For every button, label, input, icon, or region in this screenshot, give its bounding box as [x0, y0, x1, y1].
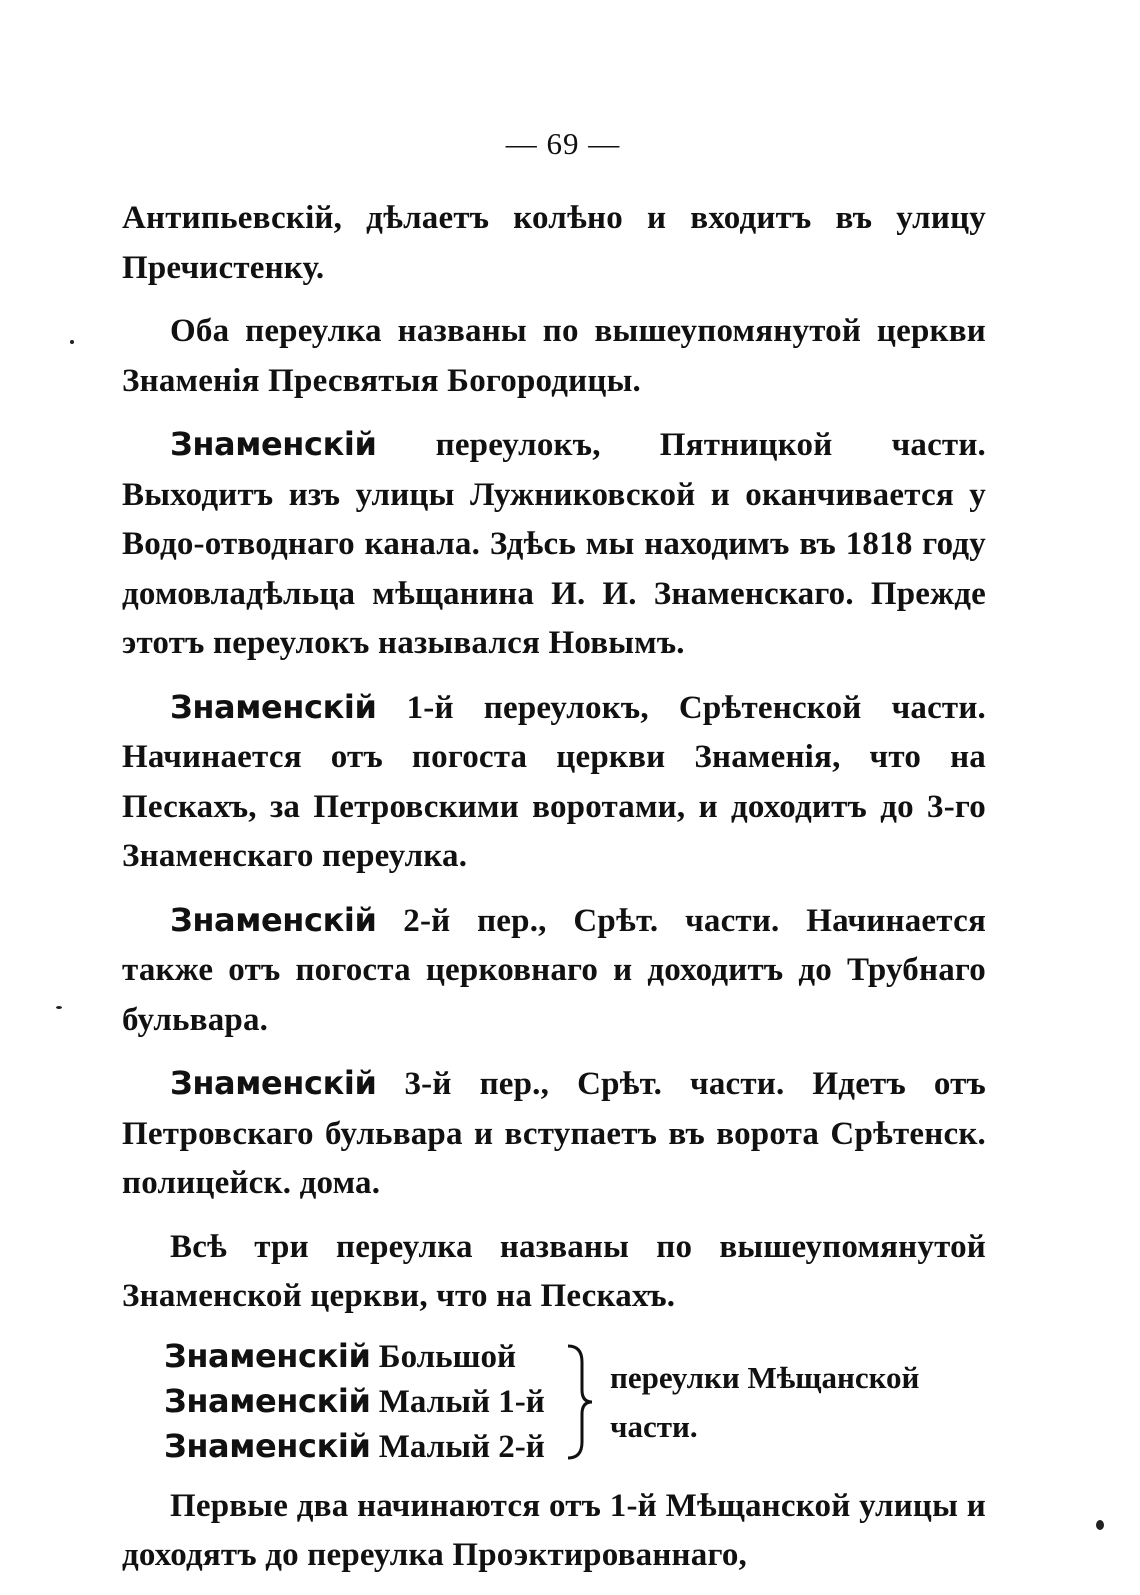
brace-lane-line [164, 1334, 564, 1379]
page-number: — 69 — [505, 126, 621, 161]
entry-heading: Знаменскiй [170, 687, 377, 726]
brace-lane-line [164, 1424, 564, 1469]
print-speck [70, 340, 74, 344]
lane-qualifier: Большой [370, 1339, 516, 1375]
entry-heading: Знаменскiй [170, 900, 377, 939]
paragraph-text: Антипьевскiй, дѣлаетъ колѣно и входитъ въ улицу Пречистенку. [122, 200, 986, 286]
paragraph-znamensky-third [122, 1059, 986, 1209]
book-page [122, 124, 986, 1595]
entry-heading: Знаменскiй [164, 1337, 371, 1375]
paragraph-znamensky-second [122, 896, 986, 1046]
paragraph-text: 2-й пер., Срѣт. части. Начинается также отъ погоста церковнаго и доходитъ до Трубнаго бульвара. [122, 902, 986, 1038]
paragraph-text: Оба переулка названы по вышеупомянутой церкви Знаменiя Пресвятыя Богородицы. [122, 313, 986, 399]
entry-heading: Знаменскiй [164, 1427, 371, 1465]
paragraph-antipyevsky-continuation [122, 194, 986, 293]
entry-heading: Знаменскiй [170, 425, 377, 463]
brace-note: переулки Мѣщанской части. [610, 1359, 920, 1444]
lane-qualifier: Малый 2-й [370, 1429, 545, 1465]
brace-lane-list [164, 1334, 564, 1469]
paragraph-znamensky-first [122, 683, 986, 882]
paragraph-both-lanes [122, 307, 986, 406]
brace-lane-line [164, 1379, 564, 1424]
paragraph-text: 1-й переулокъ, Срѣтенской части. Начинается отъ погоста церкви Знаменiя, что на Пескахъ, за Петровскими воротами, и доходитъ до 3-го Знаменскаго переулка. [122, 689, 986, 874]
meshchanskaya-lanes-group [122, 1336, 986, 1468]
lane-qualifier: Малый 1-й [370, 1384, 545, 1420]
print-speck [56, 1006, 62, 1009]
entry-heading: Знаменскiй [164, 1382, 371, 1420]
paragraph-text: Первые два начинаются отъ 1-й Мѣщанской улицы и доходятъ до переулка Проэктированнаго, [122, 1487, 986, 1573]
paragraph-text: переулокъ, Пятницкой части. Выходитъ изъ улицы Лужниковской и оканчивается у Водо-отводнаго канала. Здѣсь мы находимъ въ 1818 году домовладѣльца мѣщанина И. И. Знаменскаго. Прежде этотъ переулокъ назывался Новымъ. [122, 427, 986, 661]
paragraph-all-three-lanes [122, 1223, 986, 1322]
paragraph-znamensky-pyatnitskaya [122, 420, 986, 669]
print-speck [1096, 1520, 1104, 1530]
right-brace-mark [564, 1342, 596, 1462]
paragraph-text: Всѣ три переулка названы по вышеупомянутой Знаменской церкви, что на Пескахъ. [122, 1228, 986, 1314]
paragraph-first-two-lanes [122, 1482, 986, 1581]
paragraph-text: 3-й пер., Срѣт. части. Идетъ отъ Петровскаго бульвара и вступаетъ въ ворота Срѣтенск. полицейск. дома. [122, 1066, 986, 1201]
entry-heading: Знаменскiй [170, 1064, 377, 1102]
